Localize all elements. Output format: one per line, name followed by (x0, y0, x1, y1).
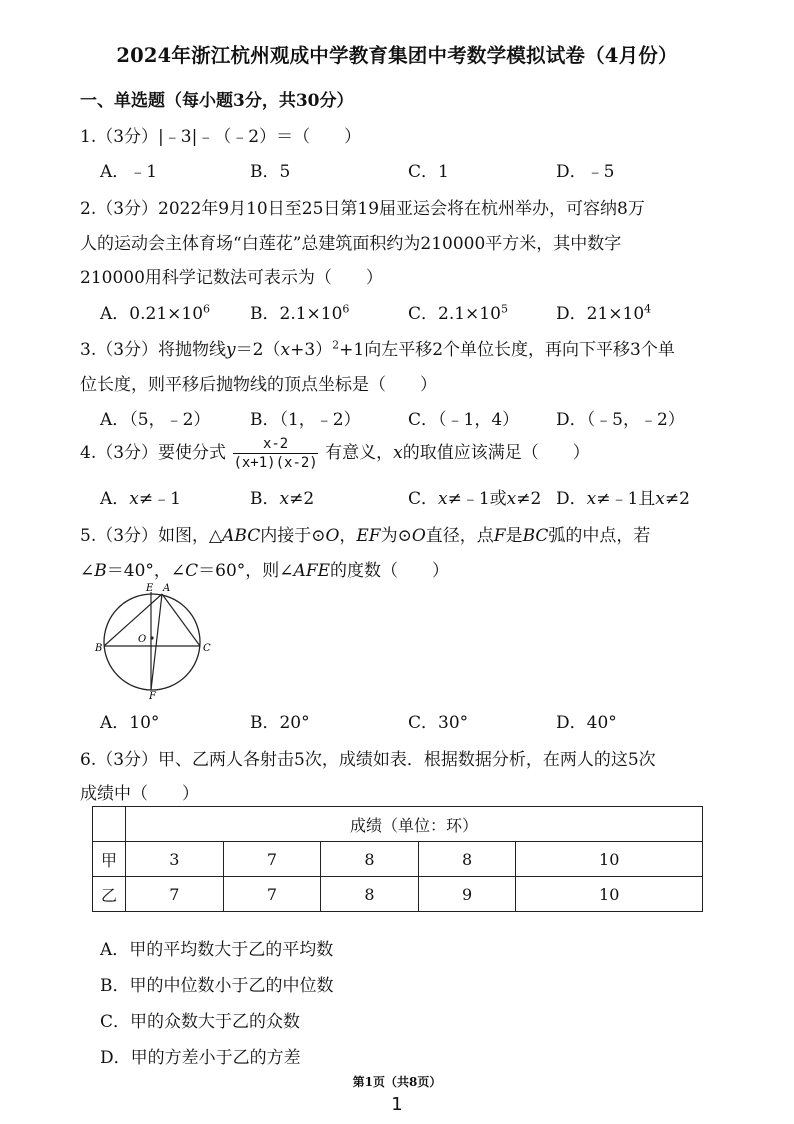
q2-option-d[interactable]: D．$21\times 10^4$ (556, 302, 652, 324)
circle-o (104, 594, 200, 690)
q6-option-a[interactable]: A．甲的平均数大于乙的平均数 (100, 940, 334, 960)
row-label: 甲 (93, 842, 126, 877)
q2-option-b[interactable]: B．$2.1\times 10^6$ (250, 302, 350, 324)
circle-geometry-figure (94, 582, 224, 700)
q2-option-c[interactable]: C．$2.1\times 10^5$ (408, 302, 508, 324)
center-point (150, 636, 153, 639)
q3-option-d[interactable]: D．（﹣5，﹣2） (556, 410, 685, 430)
q6-option-b[interactable]: B．甲的中位数小于乙的中位数 (100, 976, 334, 996)
table-cell: 10 (516, 842, 703, 877)
page-number: 1 (391, 1094, 403, 1115)
table-cell: 8 (321, 877, 419, 912)
q5-option-a[interactable]: A．10° (100, 713, 160, 733)
question-5-options (100, 708, 710, 732)
q1-option-a[interactable]: A．﹣1 (100, 162, 158, 182)
question-4-text: 4.（3分）要使分式 $\frac{x-2}{(x+1)(x-2)}$ 有意义，x的取值应该满足（ ） (80, 436, 590, 471)
label-f: F (149, 691, 156, 700)
question-2-options (100, 299, 710, 323)
table-cell: 7 (223, 842, 321, 877)
q4-option-a[interactable]: A．x≠﹣1 (100, 489, 181, 509)
q3-option-b[interactable]: B．（1，﹣2） (250, 410, 361, 430)
fraction (233, 436, 317, 471)
q4-option-d[interactable]: D．x≠﹣1且x≠2 (556, 489, 690, 509)
table-cell: 9 (418, 877, 516, 912)
q3-option-a[interactable]: A．（5，﹣2） (100, 410, 211, 430)
table-header-cell: 成绩（单位：环） (126, 807, 703, 842)
question-6-line-1: 6.（3分）甲、乙两人各射击5次，成绩如表．根据数据分析，在两人的这5次 (80, 750, 656, 770)
table-row (93, 842, 703, 877)
table-cell: 8 (321, 842, 419, 877)
table-cell: 10 (516, 877, 703, 912)
fraction-denominator: (x+1)(x-2) (233, 455, 318, 471)
chord-af (151, 594, 162, 690)
q5-option-d[interactable]: D．40° (556, 713, 617, 733)
table-header-row (93, 807, 703, 842)
row-label: 乙 (93, 877, 126, 912)
section-heading: 一、单选题（每小题3分，共30分） (80, 91, 354, 111)
q1-option-d[interactable]: D．﹣5 (556, 162, 615, 182)
question-5-line-2: ∠B＝40°，∠C＝60°，则∠AFE的度数（ ） (80, 561, 450, 581)
question-6-line-2: 成绩中（ ） (80, 784, 199, 804)
exam-title: 2024年浙江杭州观成中学教育集团中考数学模拟试卷（4月份） (116, 44, 678, 67)
label-a: A (163, 583, 171, 594)
question-3-options (100, 405, 710, 429)
question-2-line-2: 人的运动会主体育场“白莲花”总建筑面积约为210000平方米，其中数字 (80, 234, 622, 254)
table-cell: 8 (418, 842, 516, 877)
page-indicator: 第1页（共8页） (352, 1075, 442, 1089)
table-cell: 3 (126, 842, 224, 877)
table-corner-cell (93, 807, 126, 842)
question-4-options (100, 484, 710, 508)
table-cell: 7 (223, 877, 321, 912)
question-3-line-1: 3.（3分）将抛物线$y=2(x+3)^2+1$向左平移2个单位长度，再向下平移3个单 (80, 338, 675, 360)
fraction-numerator: x-2 (233, 436, 317, 454)
q5-option-c[interactable]: C．30° (408, 713, 469, 733)
q2-option-a[interactable]: A．$0.21\times 10^6$ (100, 302, 211, 324)
q6-option-c[interactable]: C．甲的众数大于乙的众数 (100, 1012, 301, 1032)
question-1-text: 1.（3分）|﹣3|﹣（﹣2）＝（ ） (80, 127, 362, 147)
question-3-line-2: 位长度，则平移后抛物线的顶点坐标是（ ） (80, 375, 437, 395)
label-e: E (146, 583, 154, 594)
q3-option-c[interactable]: C．（﹣1，4） (408, 410, 520, 430)
label-b: B (95, 643, 103, 654)
question-1-options (100, 157, 710, 181)
q4-option-b[interactable]: B．x≠2 (250, 489, 315, 509)
label-c: C (203, 643, 211, 654)
q4-option-c[interactable]: C．x≠﹣1或x≠2 (408, 489, 542, 509)
table-row (93, 877, 703, 912)
question-2-line-3: 210000用科学记数法可表示为（ ） (80, 268, 383, 288)
q6-option-d[interactable]: D．甲的方差小于乙的方差 (100, 1048, 301, 1068)
label-o: O (138, 634, 147, 645)
question-5-line-1: 5.（3分）如图，△ABC内接于⊙O，EF为⊙O直径，点F是BC弧的中点，若 (80, 526, 651, 546)
q5-option-b[interactable]: B．20° (250, 713, 310, 733)
score-table (92, 806, 703, 912)
q1-option-c[interactable]: C．1 (408, 162, 449, 182)
question-2-line-1: 2.（3分）2022年9月10日至25日第19届亚运会将在杭州举办，可容纳8万 (80, 199, 645, 219)
q1-option-b[interactable]: B．5 (250, 162, 291, 182)
table-cell: 7 (126, 877, 224, 912)
